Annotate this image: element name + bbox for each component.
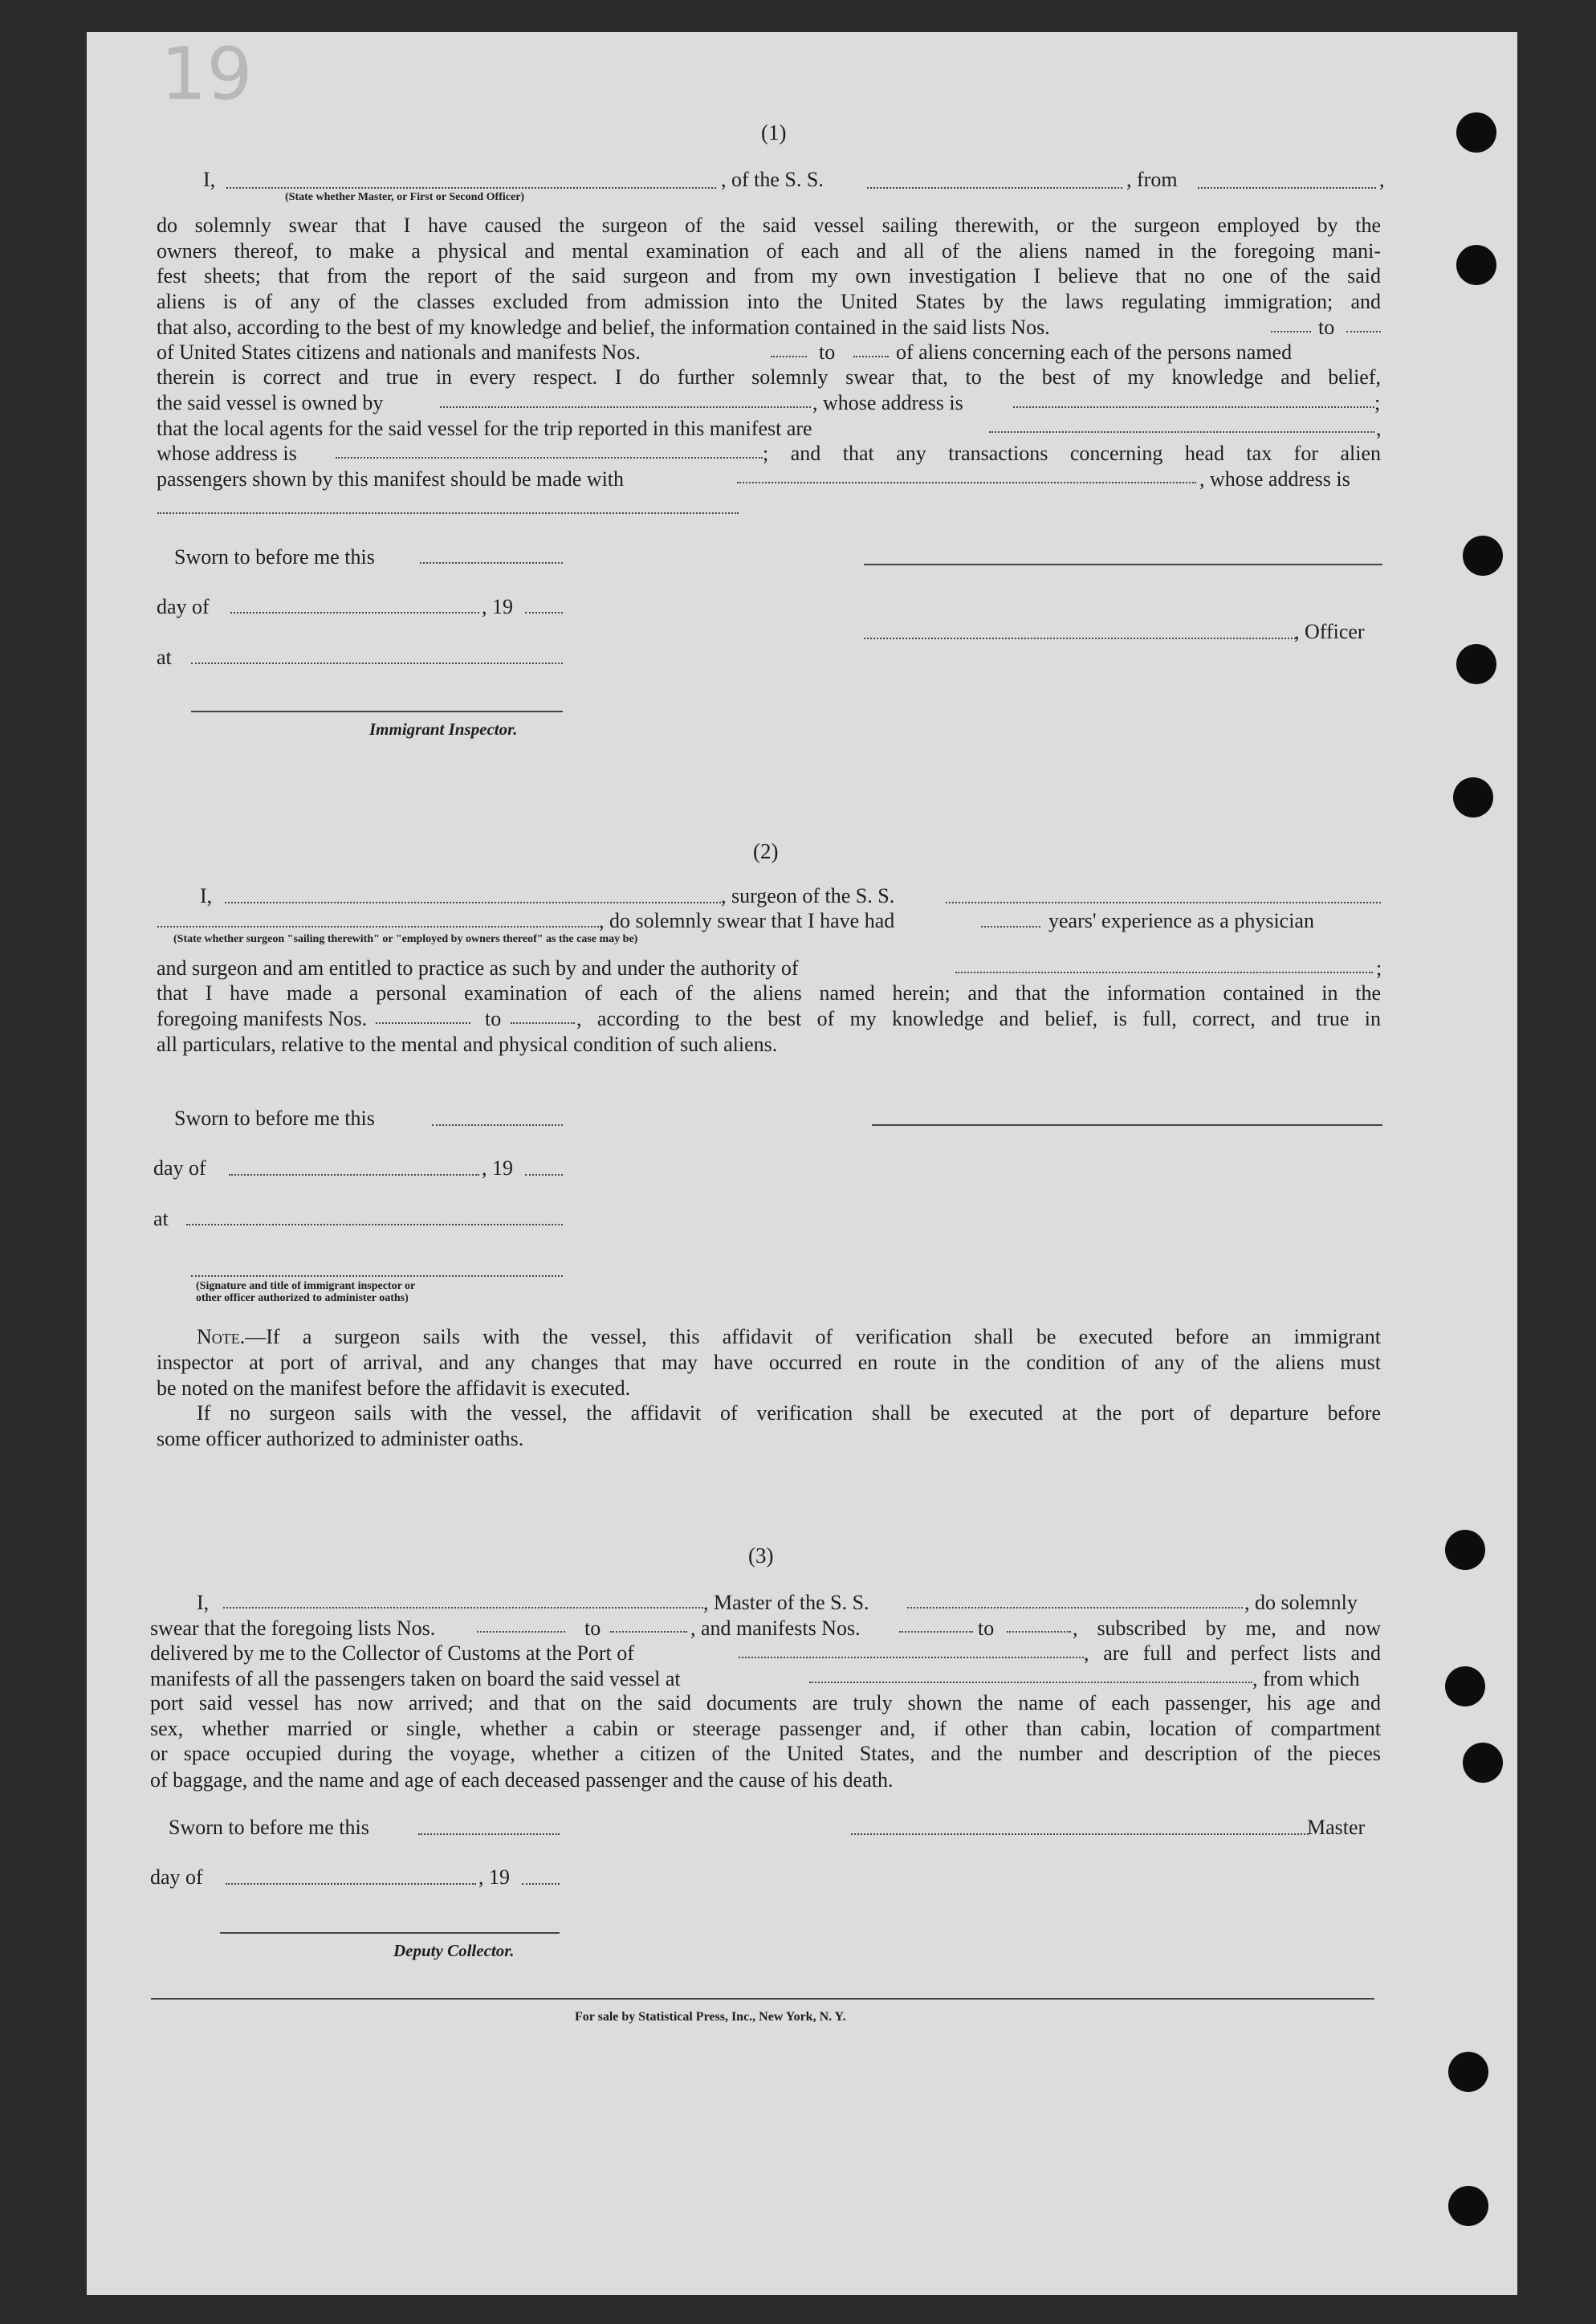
s2-caption: (State whether surgeon "sailing therewith" or "employed by owners thereof" as the case may be) <box>173 933 638 945</box>
punch-hole <box>1445 1666 1485 1706</box>
s1-line: fest sheets; that from the report of the said surgeon and from my own investigation I believe that no one of the said <box>157 264 1381 287</box>
s1-agents-address-field <box>336 457 763 459</box>
s1-manifest-to-field <box>853 356 889 357</box>
s2-full-correct: , according to the best of my knowledge and belief, is full, correct, and true in <box>576 1007 1381 1030</box>
s3-year-field <box>522 1883 560 1885</box>
s1-day-of-label: day of <box>157 595 210 618</box>
s1-signature-line <box>864 564 1382 565</box>
s1-headtax-party-field <box>737 482 1196 483</box>
s1-ss-label: , of the S. S. <box>721 168 824 191</box>
s1-owner-address-label: , whose address is <box>812 391 963 414</box>
s1-lists-from-field <box>1271 331 1311 332</box>
s1-comma: , <box>1379 168 1385 191</box>
s2-note-line: be noted on the manifest before the affidavit is executed. <box>157 1376 631 1400</box>
s3-full-perfect: , are full and perfect lists and <box>1084 1641 1381 1665</box>
s1-lists-to-field <box>1346 331 1381 332</box>
s1-inspector-caption: Immigrant Inspector. <box>369 720 518 739</box>
s3-manifests-from-field <box>899 1631 973 1633</box>
s2-ship-field <box>946 902 1381 903</box>
s1-sworn-date-field <box>420 562 563 564</box>
s2-name-field <box>225 902 721 903</box>
s2-day-field <box>229 1174 479 1176</box>
s1-manifest-from-field <box>771 356 807 357</box>
s2-note2-line: some officer authorized to administer oaths. <box>157 1427 524 1450</box>
s2-semicolon: ; <box>1376 956 1382 980</box>
s3-line: or space occupied during the voyage, whether a citizen of the United States, and the number and description of the pieces <box>150 1742 1381 1765</box>
s2-at-field <box>186 1224 563 1225</box>
s1-owner-field <box>440 406 811 408</box>
s2-signature-line <box>872 1124 1382 1126</box>
s2-manifest-from-field <box>376 1022 470 1024</box>
s1-head-tax: ; and that any transactions concerning head tax for alien <box>763 442 1381 465</box>
s1-line: aliens is of any of the classes excluded from admission into the United States by the laws regulating immigration; and <box>157 289 1381 313</box>
s3-lists-to-field <box>610 1631 687 1633</box>
s2-note-text: —If a surgeon sails with the vessel, this affidavit of verification shall be executed before an immigrant <box>245 1325 1381 1348</box>
s1-from-field <box>1198 187 1376 189</box>
s2-to-label: to <box>485 1007 502 1030</box>
s1-whose-address-end: , whose address is <box>1199 467 1350 491</box>
section-2-heading: (2) <box>753 839 779 863</box>
s2-note-label: Note. <box>197 1325 246 1348</box>
s3-deputy-caption: Deputy Collector. <box>393 1941 515 1960</box>
s2-note-line: inspector at port of arrival, and any changes that may have occurred en route in the condition of any of the aliens must <box>157 1350 1381 1374</box>
s1-caption: (State whether Master, or First or Second Officer) <box>285 191 525 203</box>
s2-authority-field <box>955 972 1373 973</box>
s1-year-label: , 19 <box>482 595 513 618</box>
s3-line: port said vessel has now arrived; and that on the said documents are truly shown the name of each passenger, his age and <box>150 1691 1381 1714</box>
s3-day-of-label: day of <box>150 1865 203 1889</box>
footer-rule <box>151 1998 1374 2000</box>
s3-ship-field <box>907 1607 1243 1608</box>
s1-owned-label: the said vessel is owned by <box>157 391 384 414</box>
s2-status-field <box>157 926 599 928</box>
s2-experience-label: years' experience as a physician <box>1048 909 1314 932</box>
s1-officer-label: , Officer <box>1294 620 1365 643</box>
s1-headtax-address-field <box>157 512 739 514</box>
s3-sworn-date-field <box>418 1833 560 1835</box>
s1-officer-field <box>864 638 1296 639</box>
s2-manifest-to-field <box>511 1022 575 1024</box>
s1-ship-field <box>867 187 1122 189</box>
section-1-heading: (1) <box>761 120 787 145</box>
s1-inspector-line <box>191 711 563 712</box>
s1-whose-address-label: whose address is <box>157 442 297 465</box>
s3-year-label: , 19 <box>478 1865 510 1889</box>
s1-passengers-label: passengers shown by this manifest should be made with <box>157 467 625 491</box>
s2-sworn-date-field <box>432 1124 563 1126</box>
s1-at-field <box>191 663 563 664</box>
s1-sworn-label: Sworn to before me this <box>174 545 375 569</box>
s1-line: therein is correct and true in every respect. I do further solemnly swear that, to the best of my knowledge and belief, <box>157 365 1381 389</box>
s3-sworn-label: Sworn to before me this <box>169 1816 369 1839</box>
s1-name-field <box>226 187 716 189</box>
s3-deputy-line <box>220 1932 560 1934</box>
s3-onboard-label: manifests of all the passengers taken on board the said vessel at <box>150 1666 681 1690</box>
s3-master-caption: Master <box>1307 1816 1366 1839</box>
punch-hole <box>1456 112 1496 153</box>
s3-manifests-to-label: to <box>978 1616 995 1640</box>
s2-sig-caption: other officer authorized to administer oaths) <box>196 1292 409 1304</box>
s3-day-field <box>226 1883 476 1885</box>
s2-sig-caption: (Signature and title of immigrant inspector or <box>196 1280 416 1292</box>
s2-day-of-label: day of <box>153 1156 206 1180</box>
s3-port-field <box>739 1657 1084 1658</box>
s1-us-citizens: of United States citizens and nationals and manifests Nos. <box>157 340 641 364</box>
s2-years-field <box>981 926 1040 928</box>
s3-master-signature-field <box>851 1833 1309 1835</box>
s1-us-to: to <box>819 340 836 364</box>
s1-semicolon: ; <box>1374 391 1381 414</box>
s1-line: owners thereof, to make a physical and mental examination of each and all of the aliens named in the foregoing mani- <box>157 239 1381 263</box>
s3-i-label: I, <box>197 1591 210 1614</box>
s1-agents-label: that the local agents for the said vessel for the trip reported in this manifest are <box>157 416 812 440</box>
s3-lists-label: swear that the foregoing lists Nos. <box>150 1616 436 1640</box>
s2-inspector-line <box>191 1275 563 1277</box>
s1-i-label: I, <box>203 168 216 191</box>
s3-manifests-label: , and manifests Nos. <box>690 1616 861 1640</box>
s1-year-field <box>525 612 563 614</box>
s2-at-label: at <box>153 1207 169 1230</box>
s1-lists-to: to <box>1318 316 1335 339</box>
s3-manifests-to-field <box>1007 1631 1071 1633</box>
s3-name-field <box>223 1607 703 1608</box>
s2-year-field <box>525 1174 563 1176</box>
handwritten-page-number: 19 <box>161 32 253 116</box>
s2-surgeon-label: , surgeon of the S. S. <box>721 884 895 907</box>
s2-line: all particulars, relative to the mental and physical condition of such aliens. <box>157 1032 778 1056</box>
s2-i-label: I, <box>200 884 213 907</box>
s1-lists-nos: that also, according to the best of my knowledge and belief, the information contained in the said lists Nos. <box>157 316 1050 339</box>
s1-agents-field <box>989 431 1374 433</box>
punch-hole <box>1453 777 1493 817</box>
footer-printer: For sale by Statistical Press, Inc., New York, N. Y. <box>575 2010 846 2024</box>
punch-hole <box>1448 2186 1488 2226</box>
s1-day-field <box>230 612 479 614</box>
punch-hole <box>1463 1743 1503 1783</box>
s3-port-label: delivered by me to the Collector of Customs at the Port of <box>150 1641 634 1665</box>
s3-lists-to-label: to <box>584 1616 601 1640</box>
s1-at-label: at <box>157 646 172 669</box>
s1-agents-comma: , <box>1376 416 1382 440</box>
section-3-heading: (3) <box>748 1543 774 1568</box>
s1-owner-address-field <box>1013 406 1374 408</box>
s3-from-which: , from which <box>1252 1666 1360 1690</box>
punch-hole <box>1456 644 1496 684</box>
s3-line: of baggage, and the name and age of each deceased passenger and the cause of his death. <box>150 1767 894 1792</box>
punch-hole <box>1445 1530 1485 1570</box>
s3-lists-from-field <box>477 1631 565 1633</box>
s3-line: sex, whether married or single, whether a cabin or steerage passenger and, if other than cabin, location of compartment <box>150 1716 1381 1740</box>
s1-from-label: , from <box>1126 168 1178 191</box>
punch-hole <box>1448 2052 1488 2092</box>
punch-hole <box>1456 245 1496 285</box>
s2-note-line <box>157 1325 1381 1349</box>
s1-line: do solemnly swear that I have caused the surgeon of the said vessel sailing therewith, or the surgeon employed by the <box>157 214 1381 237</box>
s2-note2-line: If no surgeon sails with the vessel, the affidavit of verification shall be executed at the port of departure before <box>197 1401 1381 1425</box>
s2-swear-label: , do solemnly swear that I have had <box>599 909 895 932</box>
s3-subscribed-label: , subscribed by me, and now <box>1073 1616 1381 1640</box>
s2-manifests-label: foregoing manifests Nos. <box>157 1007 368 1030</box>
s1-aliens-concerning: of aliens concerning each of the persons named <box>896 340 1293 364</box>
punch-hole <box>1463 536 1503 576</box>
s2-authority-label: and surgeon and am entitled to practice as such by and under the authority of <box>157 956 799 980</box>
s3-onboard-port-field <box>809 1682 1252 1683</box>
s2-sworn-label: Sworn to before me this <box>174 1107 375 1130</box>
s2-year-label: , 19 <box>482 1156 513 1180</box>
s3-solemnly-label: , do solemnly <box>1244 1591 1358 1614</box>
s2-line: that I have made a personal examination of each of the aliens named herein; and that the information contained in the <box>157 981 1381 1005</box>
s3-master-label: , Master of the S. S. <box>703 1591 869 1614</box>
